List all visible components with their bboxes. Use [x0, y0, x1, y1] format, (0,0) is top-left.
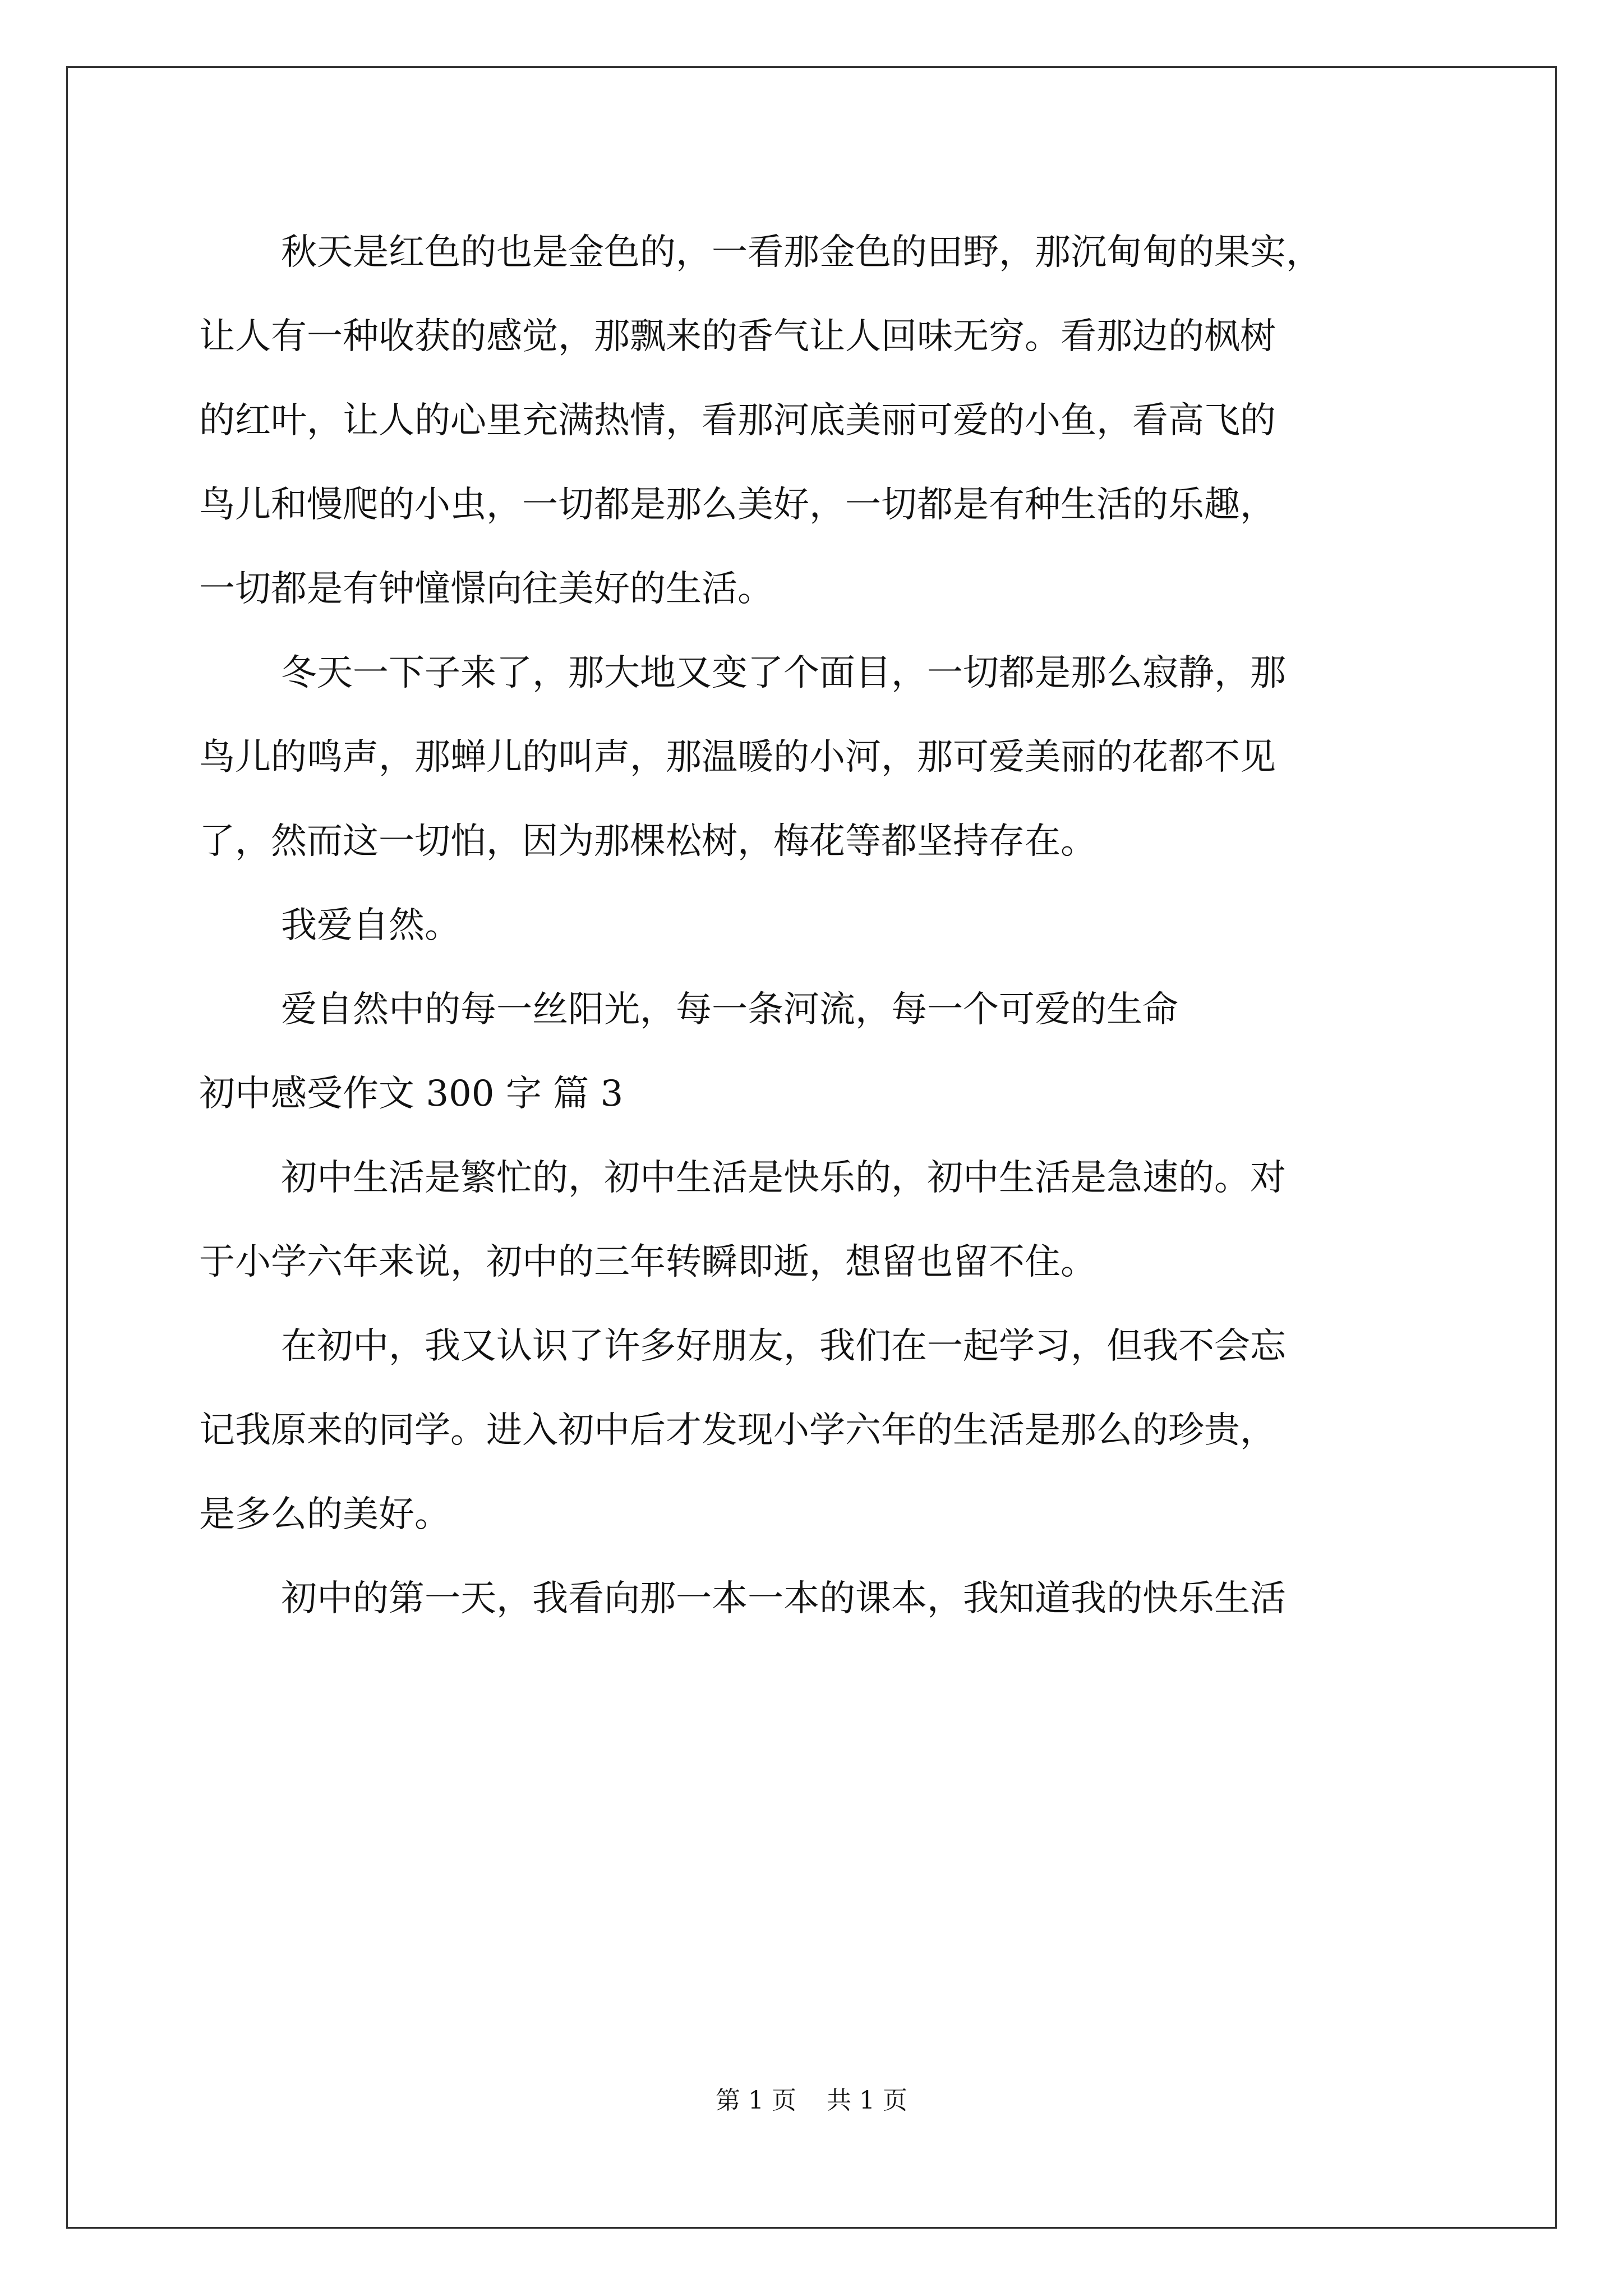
text-line: 是多么的美好。	[199, 1494, 450, 1535]
text-line: 的红叶，让人的心里充满热情，看那河底美丽可爱的小鱼，看高飞的	[199, 400, 1276, 441]
text-line: 初中生活是繁忙的，初中生活是快乐的，初中生活是急速的。对	[281, 1157, 1286, 1199]
page-footer	[0, 2084, 1623, 2118]
text-line: 秋天是红色的也是金色的，一看那金色的田野，那沉甸甸的果实，	[281, 232, 1322, 273]
text-line: 鸟儿和慢爬的小虫，一切都是那么美好，一切都是有种生活的乐趣，	[199, 484, 1276, 526]
text-line: 我爱自然。	[281, 905, 460, 946]
text-line: 在初中，我又认识了许多好朋友，我们在一起学习，但我不会忘	[281, 1326, 1286, 1367]
page-number: 第 1 页	[716, 2086, 796, 2115]
text-line: 一切都是有钟憧憬向往美好的生活。	[199, 568, 773, 610]
page-total: 共 1 页	[827, 2086, 907, 2115]
text-line: 记我原来的同学。进入初中后才发现小学六年的生活是那么的珍贵，	[199, 1410, 1276, 1451]
text-line: 冬天一下子来了，那大地又变了个面目，一切都是那么寂静，那	[281, 652, 1286, 694]
document-body	[199, 210, 1422, 1641]
section-heading: 初中感受作文 300 字 篇 3	[199, 1073, 624, 1115]
text-line: 让人有一种收获的感觉，那飘来的香气让人回味无穷。看那边的枫树	[199, 316, 1276, 357]
text-line: 爱自然中的每一丝阳光，每一条河流，每一个可爱的生命	[281, 989, 1178, 1030]
text-line: 鸟儿的鸣声，那蝉儿的叫声，那温暖的小河，那可爱美丽的花都不见	[199, 737, 1276, 778]
text-line: 初中的第一天，我看向那一本一本的课本，我知道我的快乐生活	[281, 1578, 1286, 1619]
text-line: 了，然而这一切怕，因为那棵松树，梅花等都坚持存在。	[199, 821, 1096, 862]
text-line: 于小学六年来说，初中的三年转瞬即逝，想留也留不住。	[199, 1241, 1096, 1283]
